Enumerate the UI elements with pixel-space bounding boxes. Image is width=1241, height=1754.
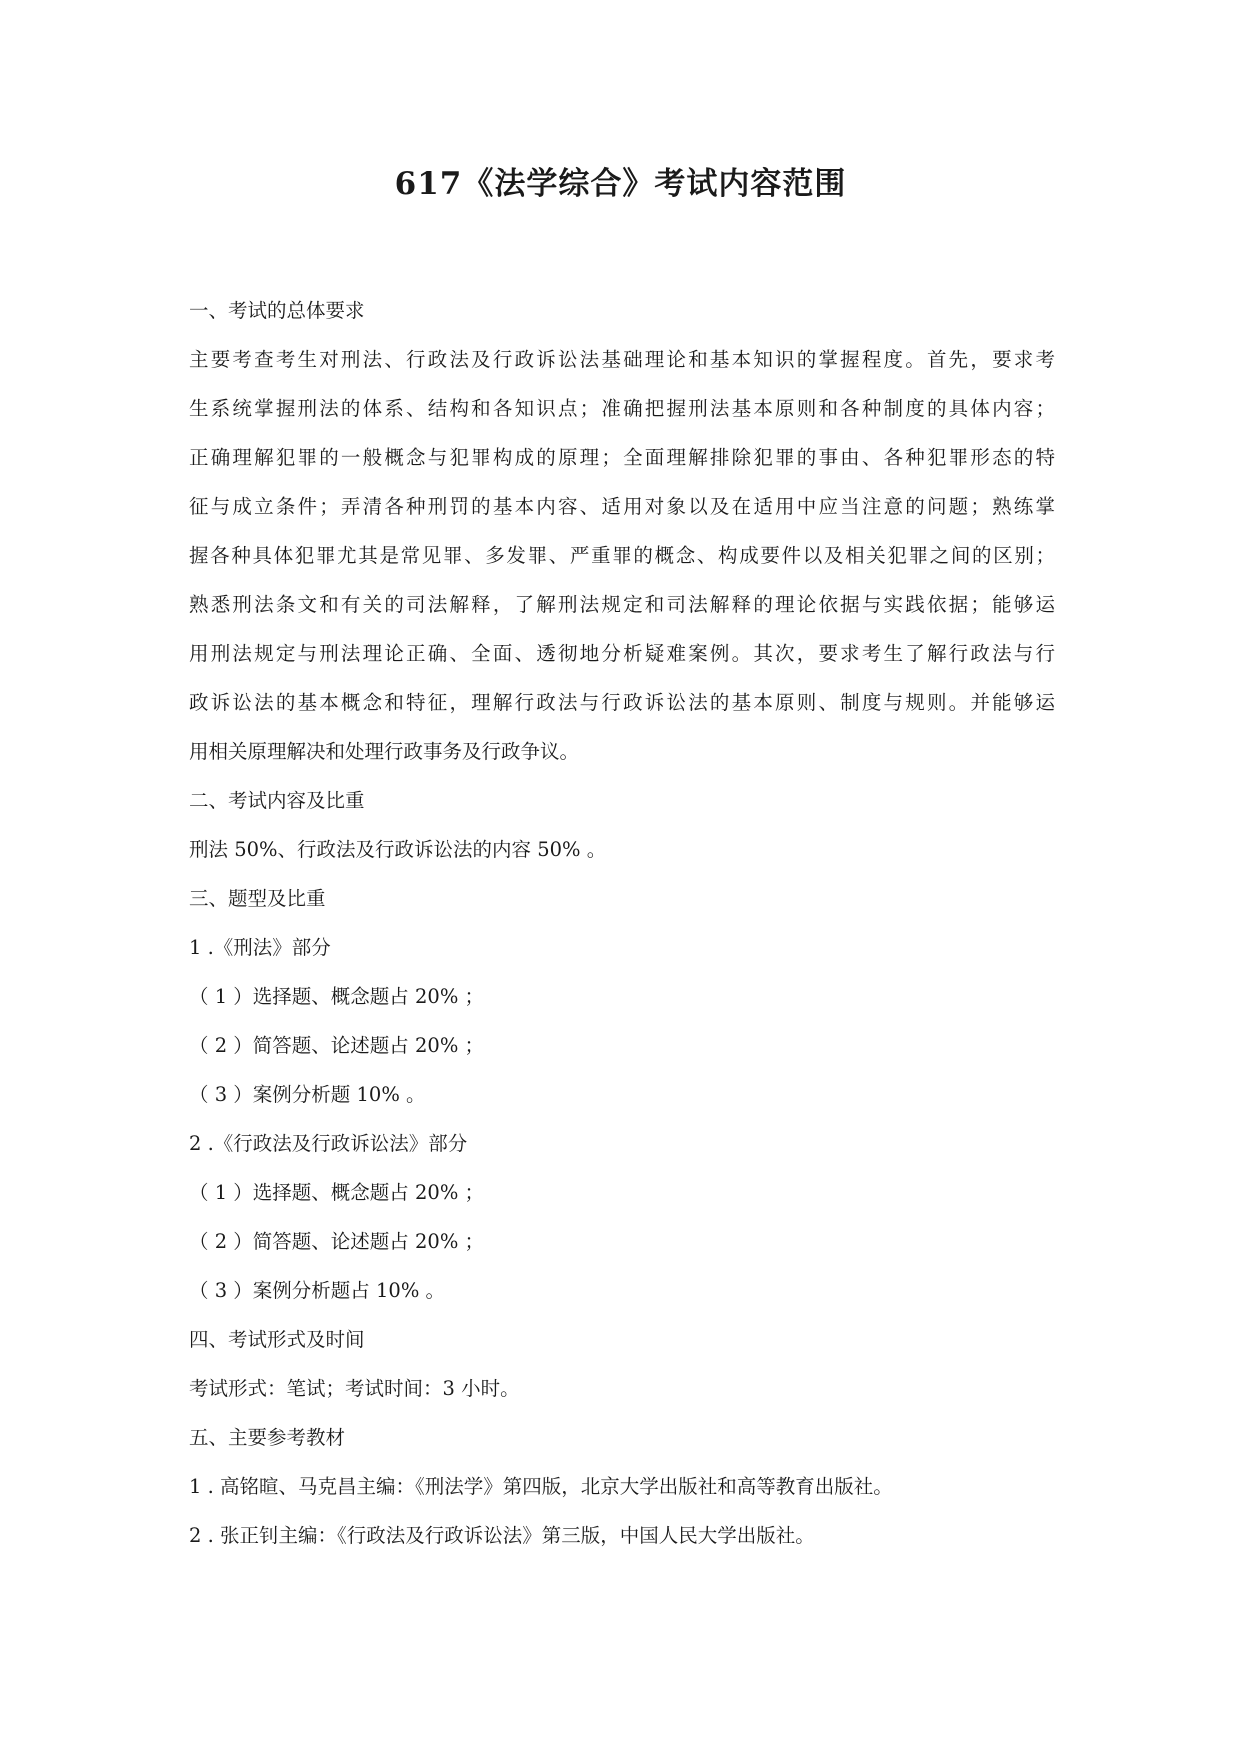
section-2-heading: 二、考试内容及比重 xyxy=(189,789,365,812)
list-item: （ 3 ）案例分析题 10% 。 xyxy=(189,1083,426,1106)
section-3-heading: 三、题型及比重 xyxy=(189,887,326,910)
section-3-part-2-title: 2 .《行政法及行政诉讼法》部分 xyxy=(189,1132,468,1155)
paragraph-line: 政诉讼法的基本概念和特征，理解行政法与行政诉讼法的基本原则、制度与规则。并能够运 xyxy=(189,691,1055,714)
list-item: （ 1 ）选择题、概念题占 20% ； xyxy=(189,985,485,1008)
section-4-text: 考试形式：笔试；考试时间：3 小时。 xyxy=(189,1377,520,1400)
paragraph-line: 主要考查考生对刑法、行政法及行政诉讼法基础理论和基本知识的掌握程度。首先，要求考 xyxy=(189,348,1055,371)
section-5-heading: 五、主要参考教材 xyxy=(189,1426,346,1449)
section-3-part-1-title: 1 .《刑法》部分 xyxy=(189,936,331,959)
paragraph-line: 用刑法规定与刑法理论正确、全面、透彻地分析疑难案例。其次，要求考生了解行政法与行 xyxy=(189,642,1055,665)
document-body xyxy=(189,286,1055,1560)
list-item: （ 2 ）简答题、论述题占 20% ； xyxy=(189,1034,485,1057)
list-item: （ 3 ）案例分析题占 10% 。 xyxy=(189,1279,446,1302)
section-4-heading: 四、考试形式及时间 xyxy=(189,1328,365,1351)
section-2-text: 刑法 50%、行政法及行政诉讼法的内容 50% 。 xyxy=(189,838,607,861)
section-1-heading: 一、考试的总体要求 xyxy=(189,299,365,322)
reference-item: 1 . 高铭暄、马克昌主编：《刑法学》第四版，北京大学出版社和高等教育出版社。 xyxy=(189,1475,893,1498)
paragraph-line: 正确理解犯罪的一般概念与犯罪构成的原理；全面理解排除犯罪的事由、各种犯罪形态的特 xyxy=(189,446,1055,469)
reference-item: 2 . 张正钊主编：《行政法及行政诉讼法》第三版，中国人民大学出版社。 xyxy=(189,1524,815,1547)
paragraph-line: 征与成立条件；弄清各种刑罚的基本内容、适用对象以及在适用中应当注意的问题；熟练掌 xyxy=(189,495,1055,518)
list-item: （ 2 ）简答题、论述题占 20% ； xyxy=(189,1230,485,1253)
paragraph-line: 用相关原理解决和处理行政事务及行政争议。 xyxy=(189,740,580,763)
paragraph-line: 生系统掌握刑法的体系、结构和各知识点；准确把握刑法基本原则和各种制度的具体内容； xyxy=(189,397,1055,420)
section-1-paragraph xyxy=(189,335,1055,776)
paragraph-line: 熟悉刑法条文和有关的司法解释，了解刑法规定和司法解释的理论依据与实践依据；能够运 xyxy=(189,593,1055,616)
document-title: 617《法学综合》考试内容范围 xyxy=(394,166,847,202)
list-item: （ 1 ）选择题、概念题占 20% ； xyxy=(189,1181,485,1204)
paragraph-line: 握各种具体犯罪尤其是常见罪、多发罪、严重罪的概念、构成要件以及相关犯罪之间的区别； xyxy=(189,544,1055,567)
